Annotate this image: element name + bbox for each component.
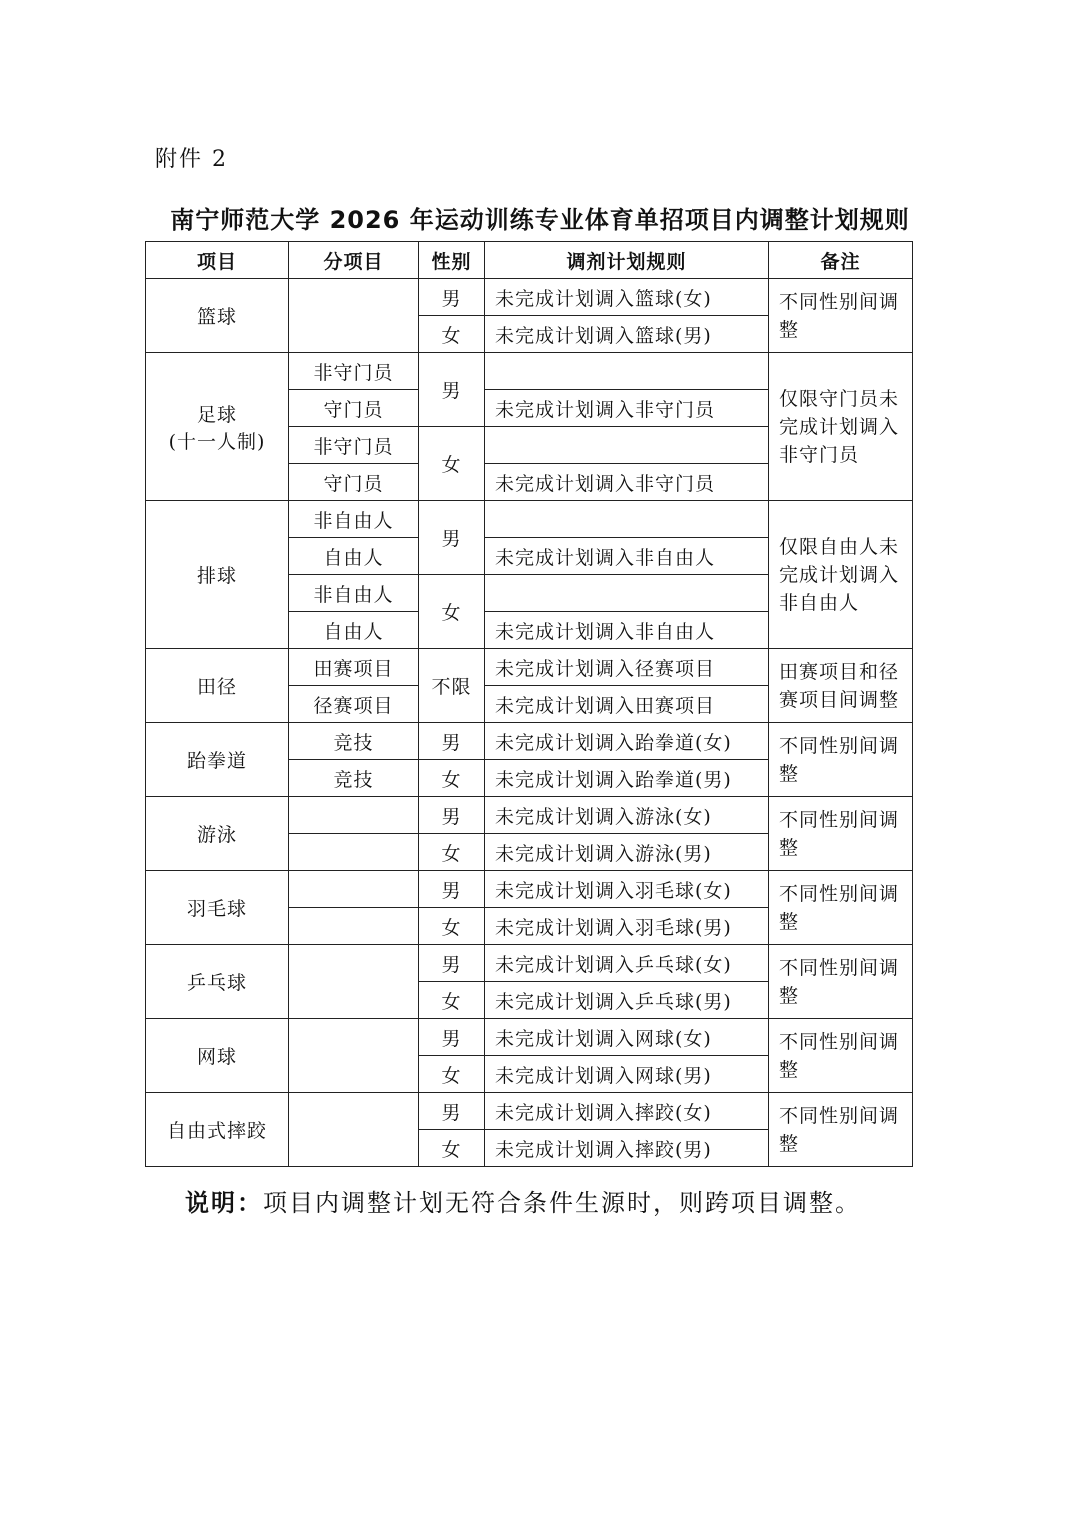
gender-cell: 女	[419, 834, 485, 871]
project-cell: 自由式摔跤	[146, 1093, 289, 1167]
gender-cell: 男	[419, 353, 485, 427]
table-row	[146, 279, 913, 316]
subproject-cell: 非守门员	[289, 353, 419, 390]
rule-cell: 未完成计划调入羽毛球(男)	[485, 908, 769, 945]
table-row	[146, 1093, 913, 1130]
rule-cell: 未完成计划调入篮球(女)	[485, 279, 769, 316]
rule-cell: 未完成计划调入游泳(男)	[485, 834, 769, 871]
gender-cell: 男	[419, 1093, 485, 1130]
column-header-project: 项目	[146, 242, 289, 279]
subproject-cell	[289, 945, 419, 1019]
note-cell: 不同性别间调整	[769, 797, 913, 871]
gender-cell: 女	[419, 908, 485, 945]
table-row	[146, 871, 913, 908]
rule-cell	[485, 353, 769, 390]
adjustment-rules-table	[145, 241, 913, 1167]
table-header-row	[146, 242, 913, 279]
subproject-cell	[289, 1019, 419, 1093]
note-cell: 不同性别间调整	[769, 945, 913, 1019]
project-cell: 游泳	[146, 797, 289, 871]
rule-cell: 未完成计划调入跆拳道(女)	[485, 723, 769, 760]
project-cell: 跆拳道	[146, 723, 289, 797]
gender-cell: 女	[419, 427, 485, 501]
gender-cell: 男	[419, 797, 485, 834]
table-row	[146, 797, 913, 834]
project-cell: 篮球	[146, 279, 289, 353]
note-cell: 仅限守门员未完成计划调入非守门员	[769, 353, 913, 501]
subproject-cell: 竞技	[289, 723, 419, 760]
subproject-cell: 非自由人	[289, 575, 419, 612]
note-cell: 不同性别间调整	[769, 871, 913, 945]
rule-cell	[485, 575, 769, 612]
gender-cell: 女	[419, 982, 485, 1019]
gender-cell: 男	[419, 723, 485, 760]
rule-cell: 未完成计划调入非自由人	[485, 538, 769, 575]
rule-cell: 未完成计划调入径赛项目	[485, 649, 769, 686]
subproject-cell	[289, 1093, 419, 1167]
rule-cell: 未完成计划调入跆拳道(男)	[485, 760, 769, 797]
subproject-cell: 自由人	[289, 612, 419, 649]
explanation-text: 项目内调整计划无符合条件生源时，则跨项目调整。	[263, 1189, 861, 1217]
column-header-rule: 调剂计划规则	[485, 242, 769, 279]
note-cell: 田赛项目和径赛项目间调整	[769, 649, 913, 723]
gender-cell: 男	[419, 1019, 485, 1056]
subproject-cell: 守门员	[289, 464, 419, 501]
attachment-label: 附件 2	[155, 147, 228, 172]
gender-cell: 女	[419, 760, 485, 797]
column-header-gender: 性别	[419, 242, 485, 279]
table-row	[146, 649, 913, 686]
gender-cell: 女	[419, 575, 485, 649]
subproject-cell: 自由人	[289, 538, 419, 575]
rule-cell: 未完成计划调入非自由人	[485, 612, 769, 649]
subproject-cell	[289, 797, 419, 834]
rule-cell: 未完成计划调入游泳(女)	[485, 797, 769, 834]
subproject-cell: 径赛项目	[289, 686, 419, 723]
subproject-cell: 非自由人	[289, 501, 419, 538]
column-header-note: 备注	[769, 242, 913, 279]
gender-cell: 女	[419, 1056, 485, 1093]
rule-cell: 未完成计划调入篮球(男)	[485, 316, 769, 353]
gender-cell: 男	[419, 501, 485, 575]
subproject-cell: 守门员	[289, 390, 419, 427]
subproject-cell	[289, 279, 419, 353]
project-cell: 田径	[146, 649, 289, 723]
gender-cell: 男	[419, 945, 485, 982]
note-cell: 不同性别间调整	[769, 1019, 913, 1093]
gender-cell: 男	[419, 279, 485, 316]
subproject-cell: 田赛项目	[289, 649, 419, 686]
rule-cell: 未完成计划调入非守门员	[485, 390, 769, 427]
rule-cell	[485, 427, 769, 464]
document-title: 南宁师范大学 2026 年运动训练专业体育单招项目内调整计划规则	[170, 206, 910, 234]
table-row	[146, 945, 913, 982]
column-header-subproject: 分项目	[289, 242, 419, 279]
project-cell: 排球	[146, 501, 289, 649]
note-cell: 不同性别间调整	[769, 279, 913, 353]
subproject-cell: 非守门员	[289, 427, 419, 464]
rule-cell: 未完成计划调入非守门员	[485, 464, 769, 501]
subproject-cell	[289, 834, 419, 871]
gender-cell: 女	[419, 1130, 485, 1167]
note-cell: 仅限自由人未完成计划调入非自由人	[769, 501, 913, 649]
rule-cell	[485, 501, 769, 538]
rule-cell: 未完成计划调入乒乓球(男)	[485, 982, 769, 1019]
rule-cell: 未完成计划调入网球(男)	[485, 1056, 769, 1093]
rule-cell: 未完成计划调入乒乓球(女)	[485, 945, 769, 982]
explanation-note	[185, 1183, 861, 1218]
subproject-cell	[289, 871, 419, 908]
gender-cell: 女	[419, 316, 485, 353]
gender-cell: 男	[419, 871, 485, 908]
project-cell: 乒乓球	[146, 945, 289, 1019]
table-row	[146, 501, 913, 538]
rule-cell: 未完成计划调入摔跤(女)	[485, 1093, 769, 1130]
project-subtitle: (十一人制)	[168, 430, 266, 453]
rule-cell: 未完成计划调入羽毛球(女)	[485, 871, 769, 908]
project-cell	[146, 353, 289, 501]
subproject-cell: 竞技	[289, 760, 419, 797]
project-name: 足球	[196, 403, 237, 426]
project-cell: 羽毛球	[146, 871, 289, 945]
rule-cell: 未完成计划调入田赛项目	[485, 686, 769, 723]
note-cell: 不同性别间调整	[769, 723, 913, 797]
table-row	[146, 723, 913, 760]
rule-cell: 未完成计划调入摔跤(男)	[485, 1130, 769, 1167]
rule-cell: 未完成计划调入网球(女)	[485, 1019, 769, 1056]
project-cell: 网球	[146, 1019, 289, 1093]
gender-cell: 不限	[419, 649, 485, 723]
subproject-cell	[289, 908, 419, 945]
table-row	[146, 1019, 913, 1056]
table-row	[146, 353, 913, 390]
explanation-label: 说明：	[185, 1189, 263, 1217]
note-cell: 不同性别间调整	[769, 1093, 913, 1167]
